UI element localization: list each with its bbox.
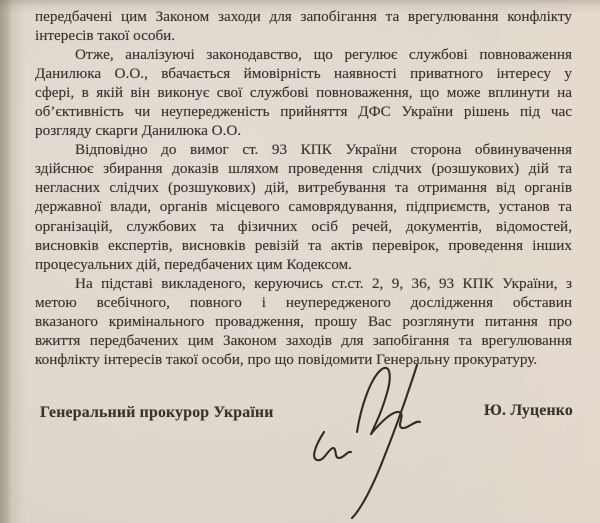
document-line: сфері, в якій він виконує свої службові повноваження, що може вплинути на [35,84,572,102]
document-line: державної влади, органів місцевого самоврядування, підприємств, установ та [35,198,572,216]
document-line: інтересів такої особи. [35,27,176,45]
signer-name: Ю. Луценко [484,402,573,419]
document-line: конфлікту інтересів такої особи, про що повідомити Генеральну прокуратуру. [35,350,538,368]
document-line: Данилюка О.О., вбачається ймовірність наявності приватного інтересу у [35,65,572,83]
document-line: На підставі викладеного, керуючись ст.ст. 2, 9, 36, 93 КПК України, з [75,274,572,292]
document-line: здійснює збирання доказів шляхом проведення слідчих (розшукових) дій та [35,160,572,178]
document-line: передбачені цим Законом заходи для запобігання та врегулювання конфлікту [35,8,572,25]
document-line: розгляду скарги Данилюка О.О. [35,122,242,140]
document-line: вказаного кримінального провадження, прошу Вас розглянути питання про [35,312,572,330]
signer-title: Генеральний прокурор України [40,404,274,421]
document-line: негласних слідчих (розшукових) дій, витребування та отримання від органів [35,179,572,197]
signature-block [40,404,575,422]
document-line: вжиття передбачених цим Законом заходів для запобігання та врегулювання [35,331,572,349]
document-line: організацій, службових та фізичних осіб речей, документів, відомостей, [35,217,572,235]
document-line: метою всебічного, повного і неупередженого дослідження обставин [35,293,572,311]
document-line: об’єктивність чи неупередженість прийняття ДФС України рішень під час [35,103,572,121]
document-line: Отже, аналізуючі законодавство, що регулює службові повноваження [75,46,572,64]
letter-body [35,7,572,369]
handwritten-signature-icon [286,360,456,520]
document-line: процесуальних дій, передбачених цим Кодексом. [35,255,352,273]
document-line: висновків експертів, висновків ревізій та актів перевірок, проведення інших [35,236,572,254]
document-line: Відповідно до вимог ст. 93 КПК України сторона обвинувачення [75,141,572,159]
